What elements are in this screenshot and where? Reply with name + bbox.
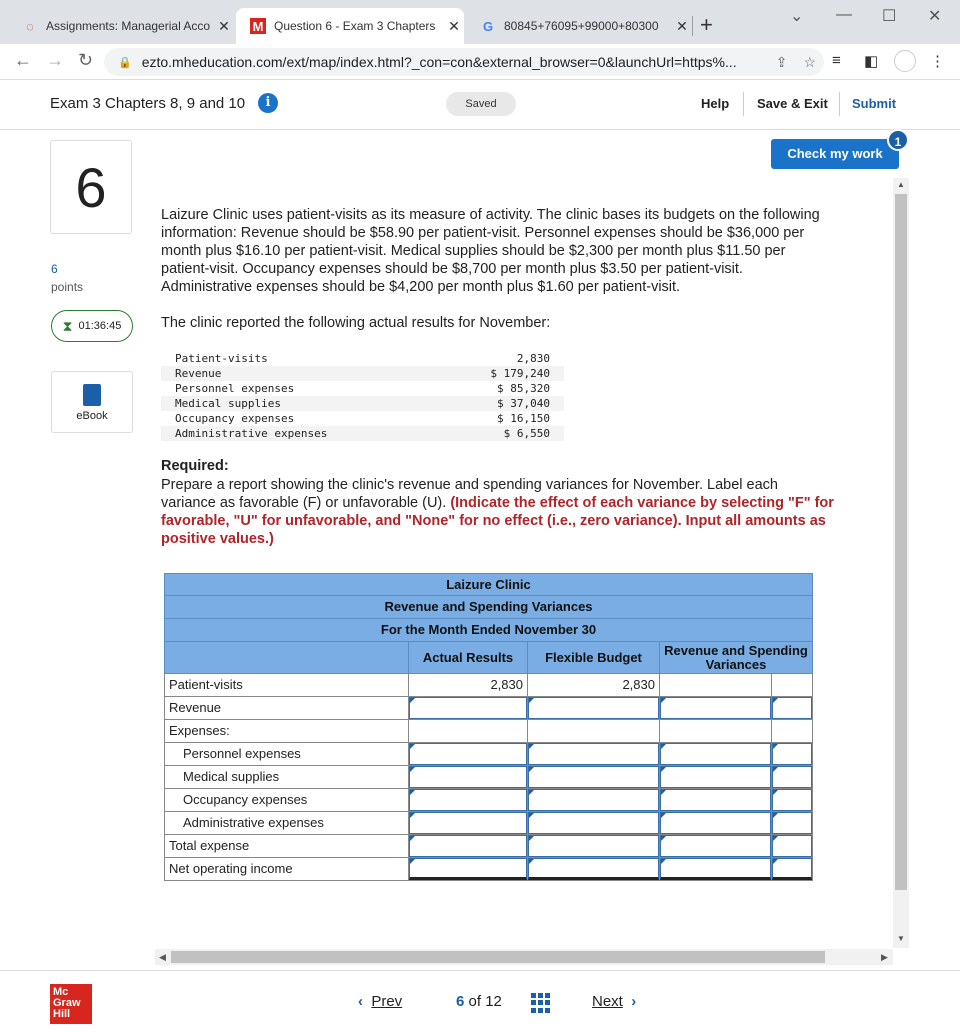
lock-icon: 🔒	[118, 56, 132, 69]
medical-effect-select[interactable]	[772, 766, 812, 788]
save-exit-link[interactable]: Save & Exit	[757, 96, 828, 111]
saved-status: Saved	[446, 92, 516, 116]
points-value: 6	[51, 262, 58, 276]
admin-actual-input[interactable]	[409, 812, 527, 834]
col-actual-header: Actual Results	[408, 642, 527, 673]
col-flexible-header: Flexible Budget	[527, 642, 659, 673]
info-icon[interactable]: i	[258, 93, 278, 113]
noi-variance-input[interactable]	[660, 858, 771, 880]
check-badge: 1	[887, 129, 909, 151]
revenue-effect-select[interactable]	[772, 697, 812, 719]
table-row: Revenue	[164, 697, 813, 720]
required-text: Prepare a report showing the clinic's revenue and spending variances for November. Label each variance as favorable (F) or unfavorable (U). (Indicate the effect of each variance by selecting "F" for favorable, "U" for unfavorable, and "None" for no effect (i.e., zero variance). Input all amounts as positive values.)	[161, 477, 834, 547]
vertical-scroll-thumb[interactable]	[895, 194, 907, 890]
noi-flexible-input[interactable]	[528, 858, 659, 880]
actual-intro: The clinic reported the following actual results for November:	[161, 315, 551, 331]
actuals-row: Administrative expenses $ 6,550	[161, 426, 564, 441]
reload-icon[interactable]: ↻	[78, 50, 94, 70]
tab-google-calc[interactable]: G 80845+76095+99000+80300 ✕	[466, 8, 692, 44]
browser-tab-bar	[0, 0, 960, 44]
new-tab-icon[interactable]: +	[700, 12, 713, 37]
report-title: Laizure Clinic	[164, 573, 813, 596]
horizontal-scrollbar[interactable]	[155, 949, 893, 965]
occupancy-variance-input[interactable]	[660, 789, 771, 811]
chevron-left-icon: ‹	[358, 993, 363, 1010]
page-indicator: 6 of 12	[456, 993, 502, 1010]
flexible-cell: 2,830	[527, 674, 659, 696]
personnel-actual-input[interactable]	[409, 743, 527, 765]
book-icon	[83, 384, 101, 406]
medical-flexible-input[interactable]	[528, 766, 659, 788]
personnel-effect-select[interactable]	[772, 743, 812, 765]
report-subtitle: Revenue and Spending Variances	[164, 596, 813, 619]
app-header	[0, 82, 960, 130]
header-divider	[839, 92, 840, 116]
occupancy-actual-input[interactable]	[409, 789, 527, 811]
actuals-row: Revenue $ 179,240	[161, 366, 564, 381]
window-close-icon[interactable]: ✕	[928, 8, 942, 25]
revenue-variance-input[interactable]	[660, 697, 771, 719]
check-my-work-button[interactable]: Check my work	[771, 139, 899, 169]
help-link[interactable]: Help	[701, 96, 730, 111]
table-row: Expenses:	[164, 720, 813, 743]
table-row: Total expense	[164, 835, 813, 858]
noi-actual-input[interactable]	[409, 858, 527, 880]
mcgraw-hill-logo: Mc Graw Hill	[50, 984, 92, 1024]
close-tab-icon[interactable]: ✕	[676, 17, 688, 34]
back-icon[interactable]: ←	[14, 50, 32, 70]
profile-avatar[interactable]	[894, 50, 916, 72]
scroll-down-icon[interactable]: ▼	[897, 934, 905, 943]
admin-effect-select[interactable]	[772, 812, 812, 834]
variance-cell	[659, 674, 771, 696]
actual-cell: 2,830	[408, 674, 527, 696]
medical-actual-input[interactable]	[409, 766, 527, 788]
ebook-button[interactable]: eBook	[51, 371, 133, 433]
question-intro: Laizure Clinic uses patient-visits as its measure of activity. The clinic bases its budgets on the following information: Revenue should be $58.90 per patient-visit. Personnel expenses should be $36,000 per month plus $16.10 per patient-visit. Medical supplies should be $2,300 per month plus $11.50 per patient-visit. Occupancy expenses should be $8,700 per month plus $3.50 per patient-visit. Administrative expenses should be $4,200 per month plus $1.60 per patient-visit.	[161, 207, 820, 295]
effect-cell	[771, 674, 812, 696]
question-number: 6	[50, 140, 132, 234]
submit-link[interactable]: Submit	[852, 96, 897, 111]
question-grid-icon[interactable]	[531, 993, 551, 1013]
close-tab-icon[interactable]: ✕	[448, 17, 460, 34]
prev-button[interactable]: ‹ Prev	[358, 993, 403, 1010]
table-row: Patient-visits 2,830 2,830	[164, 674, 813, 697]
share-icon[interactable]: ⇪	[775, 53, 788, 70]
table-row: Occupancy expenses	[164, 789, 813, 812]
tab-assignments[interactable]: ◌ Assignments: Managerial Acco ✕	[8, 8, 234, 44]
header-divider	[743, 92, 744, 116]
horizontal-scroll-thumb[interactable]	[171, 951, 825, 963]
forward-icon[interactable]: →	[46, 50, 64, 70]
occupancy-flexible-input[interactable]	[528, 789, 659, 811]
exam-title: Exam 3 Chapters 8, 9 and 10	[50, 95, 246, 112]
hourglass-icon: ⧗	[62, 317, 73, 334]
table-row: Administrative expenses	[164, 812, 813, 835]
actuals-row: Personnel expenses $ 85,320	[161, 381, 564, 396]
report-column-headers	[164, 642, 813, 674]
table-row: Medical supplies	[164, 766, 813, 789]
maximize-icon[interactable]: ☐	[882, 8, 897, 25]
timer[interactable]: ⧗ 01:36:45	[51, 310, 133, 342]
scroll-up-icon[interactable]: ▲	[897, 180, 905, 189]
scroll-right-icon[interactable]: ▶	[881, 952, 888, 962]
required-heading: Required:	[161, 458, 229, 474]
menu-dots-icon[interactable]: ⋮	[930, 53, 945, 70]
total-effect-select[interactable]	[772, 835, 812, 857]
table-row: Net operating income	[164, 858, 813, 881]
tab-search-icon[interactable]: ⌄	[790, 8, 804, 25]
tab-divider	[692, 16, 693, 36]
bookmark-star-icon[interactable]: ☆	[803, 53, 816, 70]
scroll-left-icon[interactable]: ◀	[159, 952, 166, 962]
blank-header	[165, 642, 408, 673]
variance-report	[164, 573, 813, 881]
total-variance-input[interactable]	[660, 835, 771, 857]
url-bar[interactable]: 🔒 ezto.mheducation.com/ext/map/index.html?_con=con&external_browser=0&launchUrl=https%... ⇪ ☆	[104, 48, 824, 76]
admin-variance-input[interactable]	[660, 812, 771, 834]
medical-variance-input[interactable]	[660, 766, 771, 788]
actuals-row: Medical supplies $ 37,040	[161, 396, 564, 411]
actuals-row: Occupancy expenses $ 16,150	[161, 411, 564, 426]
vertical-scrollbar[interactable]	[893, 178, 909, 948]
actuals-row: Patient-visits 2,830	[161, 351, 564, 366]
address-bar-row	[0, 44, 960, 80]
total-actual-input[interactable]	[409, 835, 527, 857]
report-period: For the Month Ended November 30	[164, 619, 813, 642]
points-label: points	[51, 280, 84, 294]
actuals-table	[161, 351, 564, 441]
next-button[interactable]: Next ›	[592, 993, 637, 1010]
mcgraw-tab-icon: M	[250, 18, 266, 34]
chevron-right-icon: ›	[631, 993, 637, 1010]
footer-nav	[0, 970, 960, 1032]
personnel-variance-input[interactable]	[660, 743, 771, 765]
revenue-actual-input[interactable]	[409, 697, 527, 719]
total-flexible-input[interactable]	[528, 835, 659, 857]
noi-effect-select[interactable]	[772, 858, 812, 880]
personnel-flexible-input[interactable]	[528, 743, 659, 765]
google-icon: G	[482, 18, 494, 34]
revenue-flexible-input[interactable]	[528, 697, 659, 719]
occupancy-effect-select[interactable]	[772, 789, 812, 811]
side-panel-icon[interactable]: ◧	[864, 53, 879, 70]
reading-list-icon[interactable]: ≡	[832, 52, 841, 69]
close-tab-icon[interactable]: ✕	[218, 17, 230, 34]
tab-question[interactable]: M Question 6 - Exam 3 Chapters ✕	[236, 8, 464, 44]
admin-flexible-input[interactable]	[528, 812, 659, 834]
minimize-icon[interactable]: —	[836, 6, 852, 23]
table-row: Personnel expenses	[164, 743, 813, 766]
loading-icon: ◌	[26, 18, 34, 34]
col-variance-header: Revenue and Spending Variances	[659, 642, 812, 673]
